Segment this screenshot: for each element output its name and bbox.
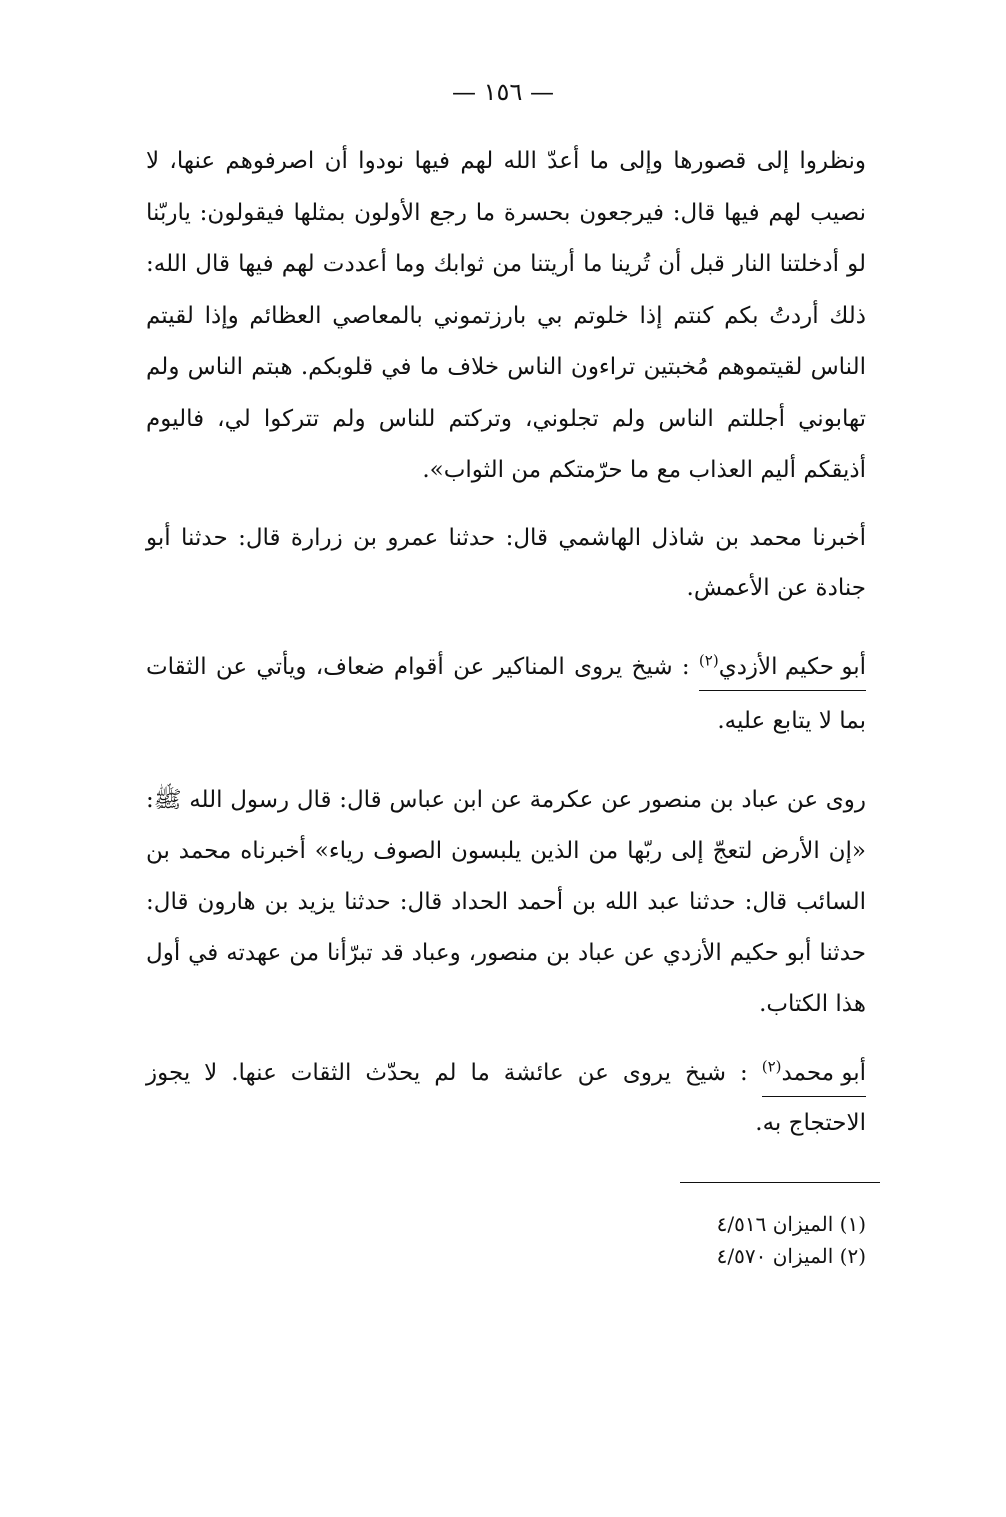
footnote-marker: (٢) — [698, 651, 719, 670]
entry-abu-hakim — [146, 640, 866, 748]
isnad-paragraph: أخبرنا محمد بن شاذل الهاشمي قال: حدثنا عمرو بن زرارة قال: حدثنا أبو جنادة عن الأعمش. — [146, 525, 866, 601]
footnote-marker: (٢) — [761, 1057, 782, 1076]
entry-text: : شيخ يروى عن عائشة ما لم يحدّث الثقات عنها. لا يجوز الاحتجاج به. — [146, 1060, 866, 1136]
footnote: (٢) الميزان ٤/٥٧٠ — [716, 1244, 866, 1268]
entry-text: : شيخ يروى المناكير عن أقوام ضعاف، ويأتي عن الثقات بما لا يتابع عليه. — [146, 654, 866, 734]
entry-name: أبو حكيم الأزدي — [718, 654, 867, 680]
hadith-paragraph: ونظروا إلى قصورها وإلى ما أعدّ الله لهم فيها نودوا أن اصرفوهم عنها، لا نصيب لهم فيها قال: فيرجعون بحسرة ما رجع الأولون بمثلها فيقولون: ياربّنا لو أدخلتنا النار قبل أن تُرينا ما أريتنا من ثوابك وما أعددت لهم فيها قال الله: ذلك أردتُ بكم كنتم إذا خلوتم بي بارزتموني بالمعاصي العظائم وإذا لقيتم الناس لقيتموهم مُخبتين تراءون الناس خلاف ما في قلوبكم. هبتم الناس ولم تهابوني أجللتم الناس ولم تجلوني، وتركتم للناس ولم تتركوا لي، فاليوم أذيقكم أليم العذاب مع ما حرّمتكم من الثواب». — [146, 148, 866, 483]
entry-name-underlined — [699, 648, 866, 691]
narration-paragraph: روى عن عباد بن منصور عن عكرمة عن ابن عباس قال: قال رسول الله ﷺ: «إن الأرض لتعجّ إلى ربّها من الذين يلبسون الصوف رياء» أخبرناه محمد بن السائب قال: حدثنا عبد الله بن أحمد الحداد قال: حدثنا يزيد بن هارون قال: حدثنا أبو حكيم الأزدي عن عباد بن منصور، وعباد قد تبرّأنا من عهدته في أول هذا الكتاب. — [146, 787, 866, 1017]
footnote: (١) الميزان ٤/٥١٦ — [716, 1212, 866, 1236]
page-number: — ١٥٦ — — [452, 78, 554, 106]
footnote-divider — [680, 1182, 880, 1183]
entry-name-underlined — [762, 1054, 866, 1097]
entry-abu-muhammad — [146, 1048, 866, 1148]
entry-name: أبو محمد — [781, 1060, 867, 1086]
